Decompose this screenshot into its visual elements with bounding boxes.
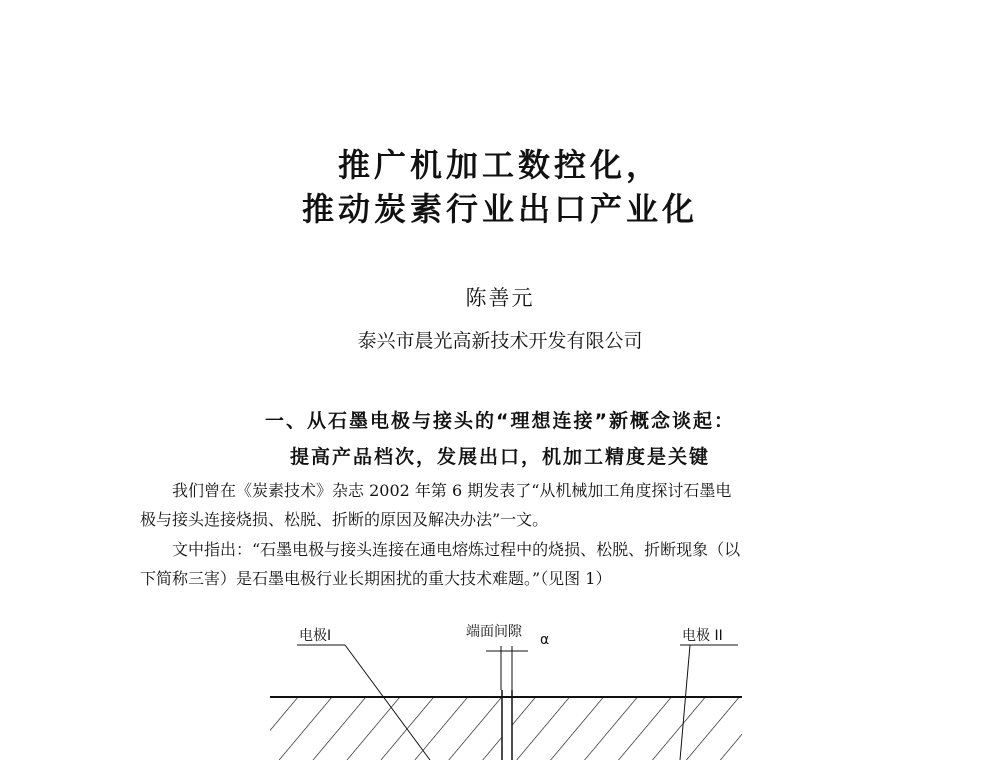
paragraph-1-line-1: 我们曾在《炭素技术》杂志 2002 年第 6 期发表了“从机械加工角度探讨石墨电 — [172, 481, 732, 500]
title-line-2: 推动炭素行业出口产业化 — [301, 190, 698, 228]
section-heading-line-2: 提高产品档次，发展出口，机加工精度是关键 — [289, 446, 710, 468]
author-name: 陈善元 — [465, 286, 535, 310]
organization: 泰兴市晨光高新技术开发有限公司 — [357, 330, 643, 352]
title-line-1: 推广机加工数控化， — [337, 146, 662, 184]
paragraph-2-line-2: 下简称三害）是石墨电极行业长期困扰的重大技术难题。”（见图 1） — [140, 569, 612, 588]
electrode-2-body — [512, 697, 742, 760]
paragraph-2-line-1: 文中指出：“石墨电极与接头连接在通电熔炼过程中的烧损、松脱、折断现象（以 — [172, 540, 741, 559]
label-electrode-2: 电极 II — [682, 628, 723, 644]
paragraph-1-line-2: 极与接头连接烧损、松脱、折断的原因及解决办法”一文。 — [140, 510, 549, 529]
label-electrode-1: 电极I — [299, 628, 332, 644]
label-gap-symbol: α — [540, 632, 550, 648]
section-heading-line-1: 一、从石墨电极与接头的“理想连接”新概念谈起： — [265, 410, 735, 432]
electrode-1-body — [270, 697, 502, 760]
label-end-gap: 端面间隙 — [466, 624, 522, 640]
